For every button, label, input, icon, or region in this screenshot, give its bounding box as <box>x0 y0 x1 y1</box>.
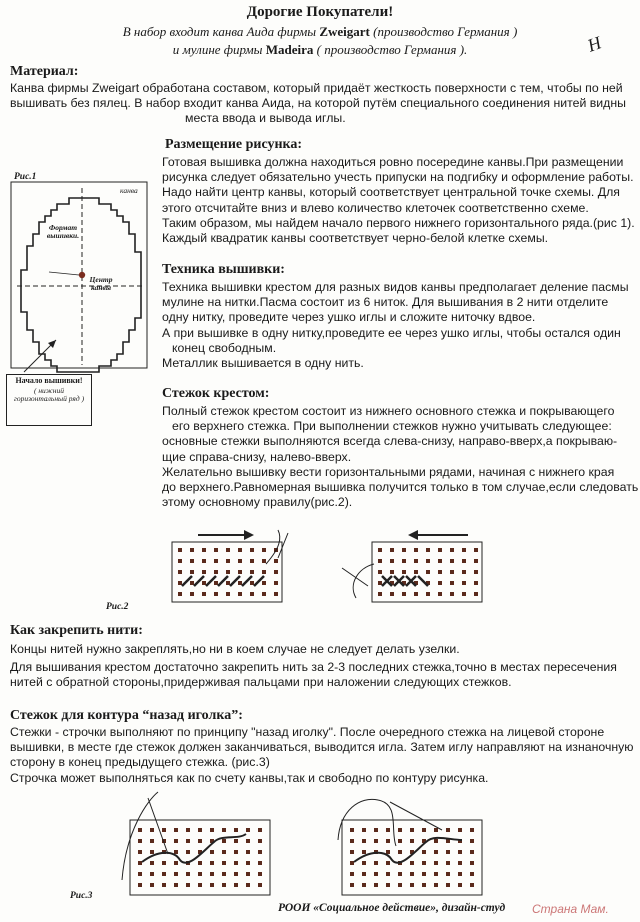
canvas-hole <box>350 839 354 843</box>
canvas-hole <box>150 861 154 865</box>
canvas-hole <box>414 559 418 563</box>
canvas-hole <box>258 883 262 887</box>
canvas-hole <box>198 883 202 887</box>
canvas-hole <box>198 839 202 843</box>
canvas-hole <box>386 850 390 854</box>
canvas-hole <box>186 850 190 854</box>
canvas-hole <box>210 828 214 832</box>
canvas-hole <box>226 570 230 574</box>
canvas-hole <box>402 548 406 552</box>
placement-text: Готовая вышивка должна находиться ровно посередине канвы.При размещении рисунка следует обязательно учесть припуски на подгибку и оформление работы. Надо найти центр канвы, который соответствует центральной точке схемы. Для этого отсчитайте вниз и влево количество клеточек соответственно схеме. Таким образом, мы найдем начало первого нижнего горизонтального ряда.(рис 1). Каждый квадратик канвы соответствует черно-белой клетке схемы. <box>162 155 635 246</box>
canvas-hole <box>246 861 250 865</box>
canvas-hole <box>362 839 366 843</box>
material-text: Канва фирмы Zweigart обработана составом, который придаёт жесткость поверхности с тем, чтобы по ней вышивать без пялец. В набор входит канва Аида, на которой путём специального соединения нитей видны места ввода и вывода иглы. <box>10 81 626 126</box>
canvas-hole <box>226 581 230 585</box>
canvas-hole <box>250 570 254 574</box>
canvas-hole <box>210 883 214 887</box>
cross-heading: Стежок крестом: <box>162 386 270 401</box>
canvas-hole <box>386 828 390 832</box>
canvas-hole <box>426 559 430 563</box>
canvas-hole <box>262 581 266 585</box>
canvas-hole <box>138 839 142 843</box>
canvas-hole <box>470 872 474 876</box>
canvas-hole <box>150 872 154 876</box>
fig3-label: Рис.3 <box>70 891 93 901</box>
canvas-hole <box>202 548 206 552</box>
canvas-hole <box>378 592 382 596</box>
canvas-hole <box>214 592 218 596</box>
material-heading: Материал: <box>10 64 79 79</box>
canvas-hole <box>458 872 462 876</box>
canvas-hole <box>378 548 382 552</box>
canvas-hole <box>402 559 406 563</box>
canvas-hole <box>174 850 178 854</box>
canvas-hole <box>234 861 238 865</box>
canvas-hole <box>178 559 182 563</box>
canvas-hole <box>426 548 430 552</box>
canvas-hole <box>398 883 402 887</box>
canvas-label: канва <box>120 186 138 195</box>
fig2-diagram-right <box>338 528 488 608</box>
canvas-hole <box>450 570 454 574</box>
canvas-hole <box>214 570 218 574</box>
canvas-hole <box>198 828 202 832</box>
canvas-hole <box>178 592 182 596</box>
canvas-hole <box>162 861 166 865</box>
canvas-hole <box>422 883 426 887</box>
canvas-hole <box>150 850 154 854</box>
center-label: Центр канвы <box>89 275 113 292</box>
canvas-hole <box>258 861 262 865</box>
canvas-hole <box>410 861 414 865</box>
canvas-hole <box>234 872 238 876</box>
canvas-hole <box>362 872 366 876</box>
canvas-hole <box>398 839 402 843</box>
canvas-hole <box>378 559 382 563</box>
canvas-hole <box>190 548 194 552</box>
canvas-hole <box>246 828 250 832</box>
canvas-hole <box>434 828 438 832</box>
canvas-hole <box>362 828 366 832</box>
canvas-hole <box>174 883 178 887</box>
canvas-hole <box>470 861 474 865</box>
canvas-hole <box>374 828 378 832</box>
canvas-hole <box>374 839 378 843</box>
start-note: ( нижний горизонтальный ряд ) <box>13 386 85 403</box>
canvas-hole <box>422 828 426 832</box>
canvas-hole <box>250 581 254 585</box>
secure-text: Концы нитей нужно закреплять,но ни в коем случае не следует делать узелки. Для вышивания крестом достаточно закрепить нить за 2-3 последних стежка,точно в местах пересечения нитей с обратной стороны,придерживая пальцами при наложении следующих стежков. <box>10 642 617 690</box>
backstitch-text: Стежки - строчки выполняют по принципу "назад иголку". После очередного стежка на лицевой стороне вышивки, в месте где стежок должен заканчиваться, выводится игла. Затем иглу направляют на изнаночную сторону в конец предыдущего стежка. (рис.3) Строчка может выполняться как по счету канвы,так и свободно по контуру рисунка. <box>10 725 634 785</box>
canvas-hole <box>350 872 354 876</box>
canvas-hole <box>150 883 154 887</box>
canvas-hole <box>226 559 230 563</box>
canvas-hole <box>410 883 414 887</box>
canvas-hole <box>186 872 190 876</box>
footer-text: РООИ «Социальное действие», дизайн-студ <box>278 902 506 914</box>
canvas-hole <box>210 861 214 865</box>
canvas-hole <box>226 548 230 552</box>
canvas-hole <box>410 828 414 832</box>
canvas-hole <box>350 861 354 865</box>
cross-text: Полный стежок крестом состоит из нижнего основного стежка и покрывающего его верхнего стежка. При выполнении стежков нужно учитывать следующее: основные стежки выполняются всегда слева-снизу, направо-вверх,а покрываю- щие справа-снизу, налево-вверх. Желательно вышивку вести горизонтальными рядами, начиная с нижнего края до верхнего.Равномерная вышивка получится только в том случае,если следовать этому основному правилу(рис.2). <box>162 404 639 510</box>
canvas-hole <box>470 839 474 843</box>
canvas-hole <box>390 548 394 552</box>
canvas-hole <box>234 883 238 887</box>
canvas-hole <box>474 570 478 574</box>
canvas-hole <box>350 883 354 887</box>
canvas-hole <box>262 548 266 552</box>
canvas-hole <box>246 850 250 854</box>
canvas-hole <box>434 850 438 854</box>
canvas-hole <box>138 850 142 854</box>
canvas-hole <box>462 592 466 596</box>
canvas-hole <box>446 850 450 854</box>
watermark: Страна Мам. <box>532 902 609 916</box>
canvas-hole <box>274 570 278 574</box>
canvas-hole <box>470 883 474 887</box>
canvas-hole <box>438 570 442 574</box>
canvas-hole <box>450 548 454 552</box>
canvas-hole <box>374 872 378 876</box>
canvas-hole <box>150 828 154 832</box>
canvas-hole <box>362 850 366 854</box>
canvas-hole <box>426 570 430 574</box>
canvas-hole <box>374 883 378 887</box>
canvas-hole <box>238 548 242 552</box>
canvas-hole <box>414 570 418 574</box>
canvas-hole <box>386 872 390 876</box>
canvas-hole <box>386 861 390 865</box>
canvas-hole <box>414 592 418 596</box>
canvas-hole <box>258 839 262 843</box>
canvas-hole <box>190 592 194 596</box>
canvas-hole <box>462 581 466 585</box>
canvas-hole <box>438 559 442 563</box>
canvas-hole <box>174 828 178 832</box>
canvas-hole <box>462 570 466 574</box>
canvas-hole <box>222 839 226 843</box>
start-callout <box>6 374 92 426</box>
canvas-hole <box>378 570 382 574</box>
canvas-hole <box>178 570 182 574</box>
canvas-hole <box>202 559 206 563</box>
canvas-hole <box>386 883 390 887</box>
canvas-hole <box>450 592 454 596</box>
canvas-hole <box>350 828 354 832</box>
fig3-diagram-right <box>330 790 500 900</box>
format-label: Формат вышивки. <box>46 223 80 240</box>
canvas-hole <box>426 592 430 596</box>
canvas-hole <box>390 592 394 596</box>
fig2-diagram-left <box>170 528 340 608</box>
canvas-hole <box>226 592 230 596</box>
canvas-hole <box>350 850 354 854</box>
canvas-hole <box>138 883 142 887</box>
canvas-hole <box>162 828 166 832</box>
intro-line-1: В набор входит канва Аида фирмы Zweigart (производство Германия ) <box>122 24 518 39</box>
canvas-hole <box>262 559 266 563</box>
canvas-hole <box>398 828 402 832</box>
canvas-hole <box>446 861 450 865</box>
canvas-hole <box>458 850 462 854</box>
canvas-hole <box>446 828 450 832</box>
canvas-hole <box>414 548 418 552</box>
canvas-hole <box>246 883 250 887</box>
canvas-hole <box>434 861 438 865</box>
canvas-hole <box>238 592 242 596</box>
canvas-hole <box>410 839 414 843</box>
canvas-hole <box>202 581 206 585</box>
canvas-hole <box>246 872 250 876</box>
canvas-hole <box>474 559 478 563</box>
canvas-hole <box>458 828 462 832</box>
canvas-hole <box>274 592 278 596</box>
canvas-hole <box>246 839 250 843</box>
canvas-hole <box>222 850 226 854</box>
canvas-hole <box>138 872 142 876</box>
canvas-hole <box>174 872 178 876</box>
canvas-hole <box>474 592 478 596</box>
canvas-hole <box>402 592 406 596</box>
canvas-hole <box>174 839 178 843</box>
canvas-hole <box>258 872 262 876</box>
canvas-hole <box>402 570 406 574</box>
canvas-hole <box>450 581 454 585</box>
canvas-hole <box>162 872 166 876</box>
canvas-hole <box>238 570 242 574</box>
canvas-hole <box>250 559 254 563</box>
canvas-hole <box>398 850 402 854</box>
canvas-hole <box>138 861 142 865</box>
canvas-hole <box>378 581 382 585</box>
canvas-hole <box>274 581 278 585</box>
canvas-hole <box>458 861 462 865</box>
canvas-hole <box>190 570 194 574</box>
fig3-diagram-left <box>118 790 288 900</box>
page-title: Дорогие Покупатели! <box>246 4 394 20</box>
canvas-hole <box>262 570 266 574</box>
canvas-hole <box>234 828 238 832</box>
canvas-hole <box>138 828 142 832</box>
placement-heading: Размещение рисунка: <box>165 137 303 152</box>
canvas-hole <box>398 872 402 876</box>
canvas-hole <box>390 559 394 563</box>
handwritten-signature: Н <box>584 32 604 56</box>
canvas-hole <box>250 592 254 596</box>
canvas-hole <box>210 872 214 876</box>
canvas-hole <box>190 581 194 585</box>
canvas-hole <box>214 548 218 552</box>
canvas-hole <box>274 559 278 563</box>
arrow-to-start <box>20 336 60 376</box>
technique-text: Техника вышивки крестом для разных видов канвы предполагает деление пасмы мулине на нитки.Пасма состоит из 6 ниток. Для вышивания в 2 нити отделите одну нитку, проведите через ушко иглы и сложите ниточку вдвое. А при вышивке в одну нитку,проведите ее через ушко иглы, чтобы остался один конец свободным. Металлик вышивается в одну нить. <box>162 280 629 371</box>
canvas-hole <box>474 548 478 552</box>
canvas-hole <box>434 872 438 876</box>
backstitch-heading: Стежок для контура “назад иголка”: <box>10 708 243 723</box>
canvas-hole <box>238 559 242 563</box>
canvas-hole <box>374 861 378 865</box>
canvas-hole <box>198 861 202 865</box>
canvas-hole <box>186 883 190 887</box>
canvas-hole <box>222 883 226 887</box>
fig1-label: Рис.1 <box>14 172 37 182</box>
canvas-hole <box>446 872 450 876</box>
fig2-label: Рис.2 <box>106 602 129 612</box>
canvas-hole <box>190 559 194 563</box>
canvas-hole <box>362 883 366 887</box>
canvas-hole <box>258 850 262 854</box>
canvas-hole <box>150 839 154 843</box>
canvas-hole <box>202 570 206 574</box>
canvas-hole <box>258 828 262 832</box>
canvas-hole <box>214 581 218 585</box>
canvas-hole <box>186 828 190 832</box>
canvas-hole <box>178 581 182 585</box>
secure-heading: Как закрепить нити: <box>10 623 143 638</box>
canvas-hole <box>458 883 462 887</box>
canvas-hole <box>198 872 202 876</box>
canvas-hole <box>262 592 266 596</box>
canvas-hole <box>462 548 466 552</box>
canvas-hole <box>250 548 254 552</box>
brand-madeira: Madeira <box>265 42 314 57</box>
canvas-hole <box>438 548 442 552</box>
technique-heading: Техника вышивки: <box>162 262 285 277</box>
canvas-hole <box>234 839 238 843</box>
canvas-hole <box>178 548 182 552</box>
canvas-hole <box>446 883 450 887</box>
canvas-hole <box>422 872 426 876</box>
canvas-hole <box>214 559 218 563</box>
canvas-hole <box>462 559 466 563</box>
canvas-hole <box>234 850 238 854</box>
canvas-hole <box>202 592 206 596</box>
canvas-hole <box>470 828 474 832</box>
canvas-hole <box>470 850 474 854</box>
start-title: Начало вышивки! <box>15 376 83 385</box>
canvas-hole <box>362 861 366 865</box>
canvas-hole <box>222 872 226 876</box>
canvas-hole <box>434 883 438 887</box>
canvas-hole <box>422 850 426 854</box>
canvas-hole <box>174 861 178 865</box>
canvas-hole <box>222 861 226 865</box>
canvas-hole <box>438 581 442 585</box>
intro-line-2: и мулине фирмы Madeira ( производство Германия ). <box>172 42 468 57</box>
canvas-hole <box>238 581 242 585</box>
canvas-hole <box>222 828 226 832</box>
canvas-hole <box>390 570 394 574</box>
brand-zweigart: Zweigart <box>319 24 370 39</box>
canvas-hole <box>434 839 438 843</box>
canvas-hole <box>438 592 442 596</box>
canvas-hole <box>186 839 190 843</box>
canvas-hole <box>450 559 454 563</box>
canvas-hole <box>474 581 478 585</box>
canvas-hole <box>410 872 414 876</box>
canvas-hole <box>162 883 166 887</box>
canvas-hole <box>210 850 214 854</box>
canvas-hole <box>422 861 426 865</box>
canvas-hole <box>386 839 390 843</box>
